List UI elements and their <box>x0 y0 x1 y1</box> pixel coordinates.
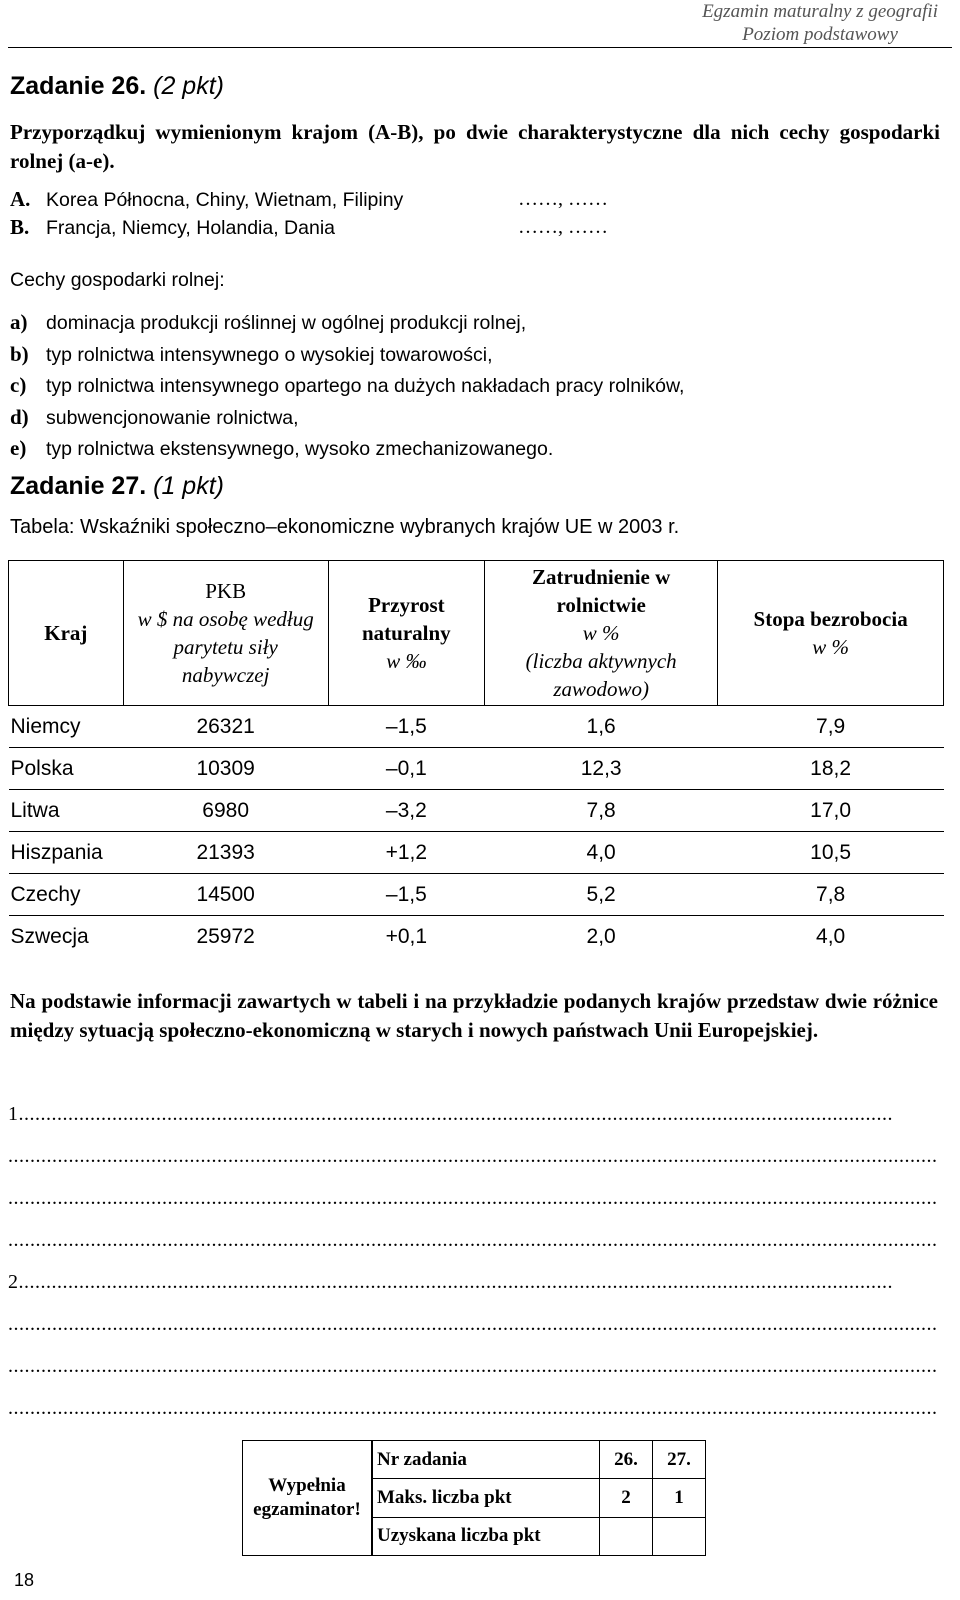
group-a-countries: Korea Północna, Chiny, Wietnam, Filipiny <box>46 189 404 211</box>
answer-line-2[interactable]: 2............................................................................................................................................................... <box>8 1271 893 1293</box>
score-cell: 27. <box>653 1441 706 1479</box>
page-number: 18 <box>14 1570 35 1590</box>
cell-przyrost: –1,5 <box>328 874 484 916</box>
feature-item <box>10 340 684 372</box>
cell-kraj: Hiszpania <box>9 832 124 874</box>
feature-letter: a) <box>10 310 28 334</box>
cell-stopa: 7,9 <box>718 706 944 748</box>
feature-text: typ rolnictwa ekstensywnego, wysoko zmechanizowanego. <box>46 438 554 460</box>
feature-letter: b) <box>10 341 29 366</box>
cell-kraj: Litwa <box>9 790 124 832</box>
table-row <box>9 706 944 748</box>
feature-text: dominacja produkcji roślinnej w ogólnej produkcji rolnej, <box>46 312 527 334</box>
feature-item <box>10 371 684 403</box>
header-kraj <box>9 561 124 706</box>
header-pkb <box>123 561 328 706</box>
table-row <box>9 748 944 790</box>
cell-pkb: 25972 <box>196 924 255 948</box>
cell-stopa: 4,0 <box>816 924 846 948</box>
header-divider <box>8 47 952 48</box>
feature-letter: e) <box>10 436 27 460</box>
cell-stopa: 18,2 <box>718 748 944 790</box>
cell-pkb: 26321 <box>123 706 328 748</box>
cell-pkb: 6980 <box>123 790 328 832</box>
task-27-number: Zadanie 27. <box>10 472 147 500</box>
cell-przyrost: +1,2 <box>328 832 484 874</box>
task-26-points: (2 pkt) <box>153 72 224 100</box>
score-cell: 2 <box>600 1479 653 1518</box>
header-zatr-sub: (liczba aktywnych zawodowo) <box>525 649 677 701</box>
task-27-instruction: Na podstawie informacji zawartych w tabeli i na przykładzie podanych krajów przedstaw dwie różnice między sytuacją społeczno-ekonomiczną w starych i nowych państwach Unii Europejskiej. <box>10 989 938 1042</box>
indicators-table <box>8 560 944 957</box>
cell-zatrudnienie: 4,0 <box>485 832 718 874</box>
cell-pkb: 10309 <box>123 748 328 790</box>
score-row <box>373 1517 706 1555</box>
cell-przyrost: –3,2 <box>328 790 484 832</box>
group-b-answer-blank[interactable]: ……, …… <box>518 216 608 238</box>
exam-subject: Egzamin maturalny z geografii <box>702 1 938 22</box>
header-pkb-title: PKB <box>205 579 247 603</box>
task-27-points: (1 pkt) <box>153 472 224 500</box>
feature-letter: c) <box>10 373 27 397</box>
examiner-score-box <box>242 1440 706 1556</box>
header-zatrudnienie <box>485 561 718 706</box>
score-row-label: Nr zadania <box>373 1441 600 1479</box>
group-b-countries: Francja, Niemcy, Holandia, Dania <box>46 217 336 239</box>
group-a-answer-blank[interactable]: ……, …… <box>518 188 608 210</box>
cell-kraj: Niemcy <box>9 706 124 748</box>
cell-stopa: 17,0 <box>718 790 944 832</box>
table-row <box>9 832 944 874</box>
group-a-letter: A. <box>10 187 31 211</box>
score-cell: 1 <box>653 1479 706 1518</box>
header-stopa <box>718 561 944 706</box>
score-table <box>372 1441 705 1555</box>
table-caption: Tabela: Wskaźniki społeczno–ekonomiczne wybranych krajów UE w 2003 r. <box>10 516 680 538</box>
answer-line[interactable]: ......................................................................................................................................................................... <box>8 1355 938 1377</box>
header-przyrost-unit: w ‰ <box>386 649 427 673</box>
features-heading: Cechy gospodarki rolnej: <box>10 269 225 291</box>
exam-header <box>702 0 938 46</box>
answer-line-1[interactable]: 1............................................................................................................................................................... <box>8 1103 893 1125</box>
cell-stopa: 7,8 <box>718 874 944 916</box>
cell-zatrudnienie: 12,3 <box>485 748 718 790</box>
header-kraj-label: Kraj <box>44 621 88 645</box>
feature-item <box>10 308 684 340</box>
group-b <box>10 213 335 241</box>
header-przyrost <box>328 561 484 706</box>
cell-kraj: Szwecja <box>10 924 89 948</box>
group-a <box>10 185 403 213</box>
cell-pkb: 14500 <box>123 874 328 916</box>
feature-item <box>10 434 684 466</box>
cell-zatrudnienie: 1,6 <box>485 706 718 748</box>
feature-text: typ rolnictwa intensywnego opartego na dużych nakładach pracy rolników, <box>46 375 685 397</box>
score-row <box>373 1479 706 1518</box>
answer-line[interactable]: ......................................................................................................................................................................... <box>8 1397 938 1419</box>
header-stopa-title: Stopa bezrobocia <box>753 607 908 631</box>
answer-label-2: 2. <box>8 1271 24 1293</box>
answer-line[interactable]: ......................................................................................................................................................................... <box>8 1229 938 1251</box>
task-26-instruction: Przyporządkuj wymienionym krajom (A-B), po dwie charakterystyczne dla nich cechy gospodarki rolnej (a-e). <box>10 120 940 173</box>
feature-letter: d) <box>10 404 29 429</box>
table-row <box>9 874 944 916</box>
cell-stopa: 10,5 <box>718 832 944 874</box>
score-row-label: Maks. liczba pkt <box>373 1479 600 1518</box>
score-row-label: Uzyskana liczba pkt <box>373 1517 600 1555</box>
header-pkb-sub: w $ na osobę według parytetu siły nabywczej <box>137 607 314 687</box>
header-zatr-unit: w % <box>582 621 620 645</box>
task-26-title <box>10 72 224 101</box>
feature-text: typ rolnictwa intensywnego o wysokiej towarowości, <box>46 343 493 366</box>
answer-line[interactable]: ......................................................................................................................................................................... <box>8 1145 938 1167</box>
table-row <box>9 916 944 958</box>
cell-kraj: Czechy <box>9 874 124 916</box>
cell-kraj: Polska <box>9 748 124 790</box>
score-input-cell[interactable] <box>600 1517 653 1555</box>
score-cell: 26. <box>600 1441 653 1479</box>
cell-zatrudnienie: 2,0 <box>586 924 616 948</box>
feature-item <box>10 403 684 435</box>
examiner-label: Wypełnia egzaminator! <box>243 1441 372 1555</box>
exam-level: Poziom podstawowy <box>742 24 898 45</box>
table-row <box>9 790 944 832</box>
answer-line[interactable]: ......................................................................................................................................................................... <box>8 1187 938 1209</box>
cell-przyrost: –1,5 <box>328 706 484 748</box>
group-b-letter: B. <box>10 215 30 239</box>
score-input-cell[interactable] <box>653 1517 706 1555</box>
cell-zatrudnienie: 5,2 <box>485 874 718 916</box>
task-27-title <box>10 472 224 501</box>
answer-label-1: 1. <box>8 1103 24 1125</box>
cell-przyrost: –0,1 <box>328 748 484 790</box>
table-header-row <box>9 561 944 706</box>
cell-zatrudnienie: 7,8 <box>485 790 718 832</box>
header-przyrost-title: Przyrost naturalny <box>362 593 451 645</box>
cell-pkb: 21393 <box>123 832 328 874</box>
header-stopa-unit: w % <box>812 635 849 659</box>
score-row <box>373 1441 706 1479</box>
feature-text: subwencjonowanie rolnictwa, <box>46 406 299 429</box>
answer-line[interactable]: ......................................................................................................................................................................... <box>8 1313 938 1335</box>
cell-przyrost: +0,1 <box>385 924 428 948</box>
header-zatr-title: Zatrudnienie w rolnictwie <box>532 565 671 617</box>
task-26-number: Zadanie 26. <box>10 72 147 100</box>
features-list <box>10 308 684 466</box>
